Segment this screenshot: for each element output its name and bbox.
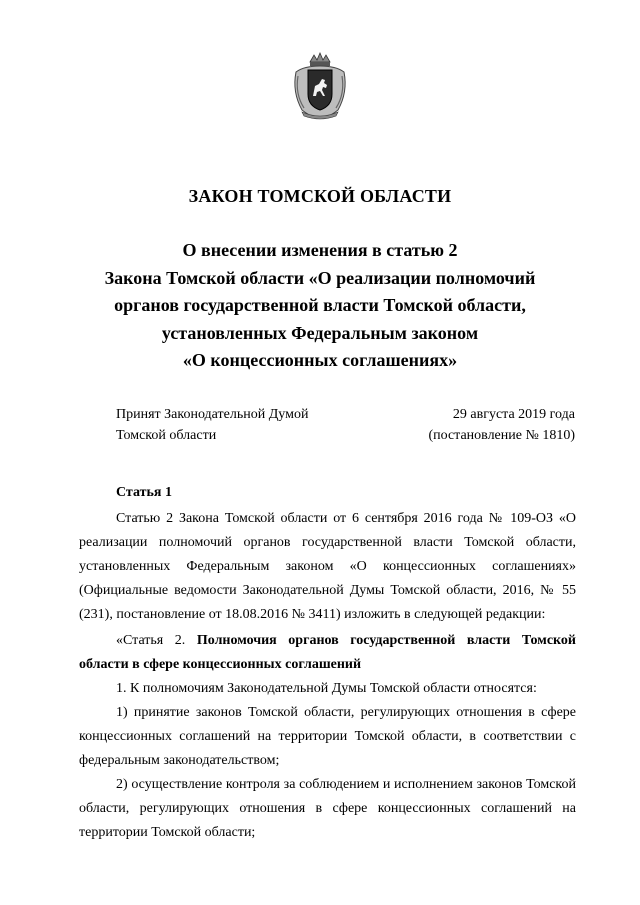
subtitle-line: «О концессионных соглашениях» — [182, 350, 458, 370]
quoted-article-heading — [79, 629, 576, 677]
article-intro-paragraph: Статью 2 Закона Томской области от 6 сентября 2016 года № 109-ОЗ «О реализации полномочий органов государственной власти Томской области, установленных Федеральным законом «О концессионных соглашениях» (Официальные ведомости Законодательной Думы Томской области, 2016, № 55 (231), постановление от 18.08.2016 № 3411) изложить в следующей редакции: — [79, 511, 576, 622]
resolution-number: (постановление № 1810) — [428, 428, 575, 443]
article-body — [79, 507, 576, 845]
coat-of-arms-icon — [288, 52, 352, 120]
article-heading: Статья 1 — [116, 485, 172, 500]
list-item: 2) осуществление контроля за соблюдением и исполнением законов Томской области, регулирующих отношения в сфере концессионных соглашений на территории Томской области; — [79, 777, 576, 840]
adoption-date — [428, 404, 575, 446]
adopted-by-line: Томской области — [116, 428, 217, 443]
subtitle-line: органов государственной власти Томской области, — [114, 295, 526, 315]
document-subtitle — [40, 237, 600, 375]
subtitle-line: Закона Томской области «О реализации полномочий — [104, 267, 536, 288]
subtitle-line: установленных Федеральным законом — [161, 322, 479, 343]
list-item: 1. К полномочиям Законодательной Думы Томской области относятся: — [116, 681, 537, 696]
adopted-by-line: Принят Законодательной Думой — [116, 407, 309, 422]
subtitle-line: О внесении изменения в статью 2 — [182, 240, 458, 260]
list-item: 1) принятие законов Томской области, регулирующих отношения в сфере концессионных соглашений на территории Томской области, в соответствии с федеральным законодательством; — [79, 705, 576, 768]
adopted-by — [116, 404, 308, 446]
document-title: ЗАКОН ТОМСКОЙ ОБЛАСТИ — [188, 186, 452, 206]
quoted-article-prefix: «Статья 2. — [116, 633, 186, 648]
quoted-article-title: Полномочия органов государственной власти Томской области в сфере концессионных соглашений — [79, 633, 576, 672]
adoption-date-line: 29 августа 2019 года — [452, 407, 575, 422]
